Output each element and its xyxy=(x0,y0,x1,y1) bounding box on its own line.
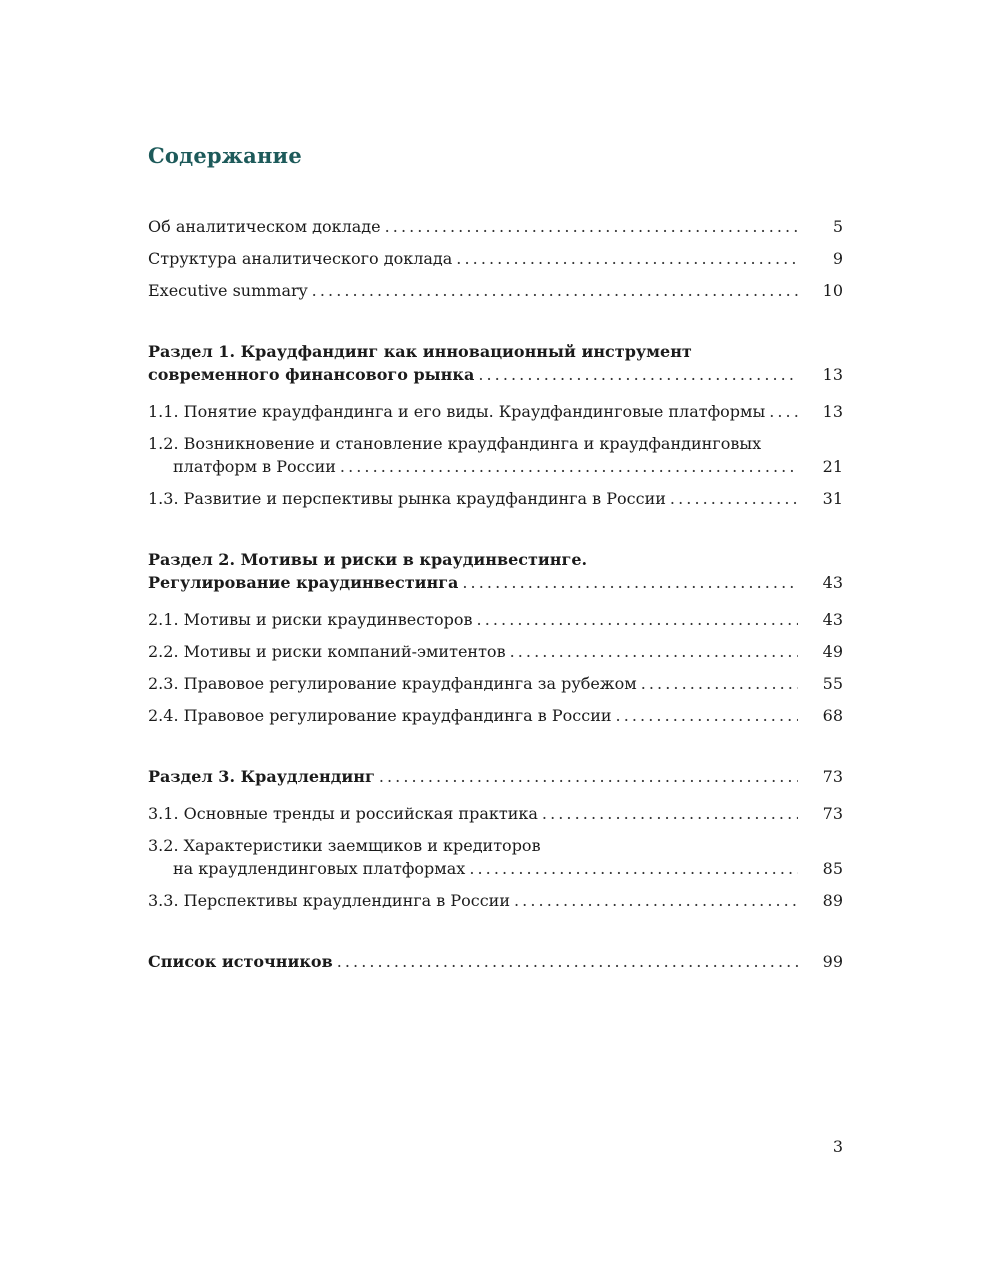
page-number: 3 xyxy=(832,1137,843,1156)
section-heading-label: Список источников xyxy=(148,952,333,971)
dot-leader xyxy=(510,890,798,912)
toc-entry[interactable] xyxy=(148,673,843,695)
toc-entry-page: 85 xyxy=(822,859,843,878)
toc-entry-label: 1.1. Понятие краудфандинга и его виды. Краудфандинговые платформы xyxy=(148,402,766,421)
toc-entry-label: 1.3. Развитие и перспективы рынка краудфандинга в России xyxy=(148,489,666,508)
toc-entry-page: 49 xyxy=(822,642,843,661)
toc-entry-label: 2.2. Мотивы и риски компаний-эмитентов xyxy=(148,642,506,661)
toc-entry-page: 55 xyxy=(822,674,843,693)
dot-leader xyxy=(465,858,798,880)
section-heading[interactable] xyxy=(148,364,843,386)
dot-leader xyxy=(308,280,798,302)
toc-entry-page: 9 xyxy=(832,249,843,268)
toc-entry[interactable] xyxy=(148,401,843,423)
section-heading-label: Раздел 3. Краудлендинг xyxy=(148,767,375,786)
toc-entry[interactable] xyxy=(148,609,843,631)
dot-leader xyxy=(474,364,798,386)
dot-leader xyxy=(458,572,798,594)
toc-entry-page: 73 xyxy=(822,804,843,823)
toc-entry[interactable] xyxy=(148,488,843,510)
dot-leader xyxy=(381,216,798,238)
toc-entry-line[interactable]: 1.2. Возникновение и становление краудфандинга и краудфандинговых xyxy=(148,434,762,453)
toc-entry-page: 21 xyxy=(822,457,843,476)
toc-entry-page: 43 xyxy=(822,610,843,629)
toc-entry-page: 31 xyxy=(822,489,843,508)
toc-entry[interactable] xyxy=(148,705,843,727)
toc-entry[interactable] xyxy=(148,858,843,880)
dot-leader xyxy=(333,951,798,973)
toc-entry-label: на краудлендинговых платформах xyxy=(173,859,466,878)
toc-entry-page: 68 xyxy=(822,706,843,725)
toc-entry-label: Об аналитическом докладе xyxy=(148,217,381,236)
toc-entry-label: 3.3. Перспективы краудлендинга в России xyxy=(148,891,510,910)
section-heading-page: 73 xyxy=(822,767,843,786)
toc-entry[interactable] xyxy=(148,890,843,912)
dot-leader xyxy=(538,803,798,825)
section-heading-page: 99 xyxy=(822,952,843,971)
toc-entry-page: 13 xyxy=(822,402,843,421)
toc-entry[interactable] xyxy=(148,280,843,302)
dot-leader xyxy=(375,766,798,788)
toc-entry-label: 2.3. Правовое регулирование краудфандинга за рубежом xyxy=(148,674,637,693)
section-heading[interactable] xyxy=(148,572,843,594)
section-heading-line[interactable]: Раздел 1. Краудфандинг как инновационный инструмент xyxy=(148,342,692,361)
toc-entry-page: 89 xyxy=(822,891,843,910)
toc-entry-line[interactable]: 3.2. Характеристики заемщиков и кредиторов xyxy=(148,836,541,855)
dot-leader xyxy=(612,705,798,727)
section-heading-label: современного финансового рынка xyxy=(148,365,475,384)
toc-entry-page: 10 xyxy=(822,281,843,300)
toc-entry-label: 3.1. Основные тренды и российская практика xyxy=(148,804,538,823)
toc-entry-label: Executive summary xyxy=(148,281,308,300)
dot-leader xyxy=(452,248,798,270)
toc-entry-label: 2.4. Правовое регулирование краудфандинга в России xyxy=(148,706,612,725)
section-heading[interactable] xyxy=(148,951,843,973)
section-heading-page: 43 xyxy=(822,573,843,592)
section-heading[interactable] xyxy=(148,766,843,788)
dot-leader xyxy=(666,488,798,510)
toc-entry-label: 2.1. Мотивы и риски краудинвесторов xyxy=(148,610,473,629)
toc-entry[interactable] xyxy=(148,803,843,825)
section-heading-line[interactable]: Раздел 2. Мотивы и риски в краудинвестинге. xyxy=(148,550,588,569)
toc-entry[interactable] xyxy=(148,216,843,238)
dot-leader xyxy=(506,641,798,663)
dot-leader xyxy=(473,609,798,631)
dot-leader xyxy=(336,456,798,478)
section-heading-page: 13 xyxy=(822,365,843,384)
dot-leader xyxy=(765,401,798,423)
toc-entry[interactable] xyxy=(148,641,843,663)
toc-entry[interactable] xyxy=(148,456,843,478)
page-title: Содержание xyxy=(148,143,302,168)
toc-entry-page: 5 xyxy=(832,217,843,236)
toc-entry[interactable] xyxy=(148,248,843,270)
toc-entry-label: платформ в России xyxy=(173,457,336,476)
toc-entry-label: Структура аналитического доклада xyxy=(148,249,453,268)
dot-leader xyxy=(637,673,798,695)
section-heading-label: Регулирование краудинвестинга xyxy=(148,573,459,592)
